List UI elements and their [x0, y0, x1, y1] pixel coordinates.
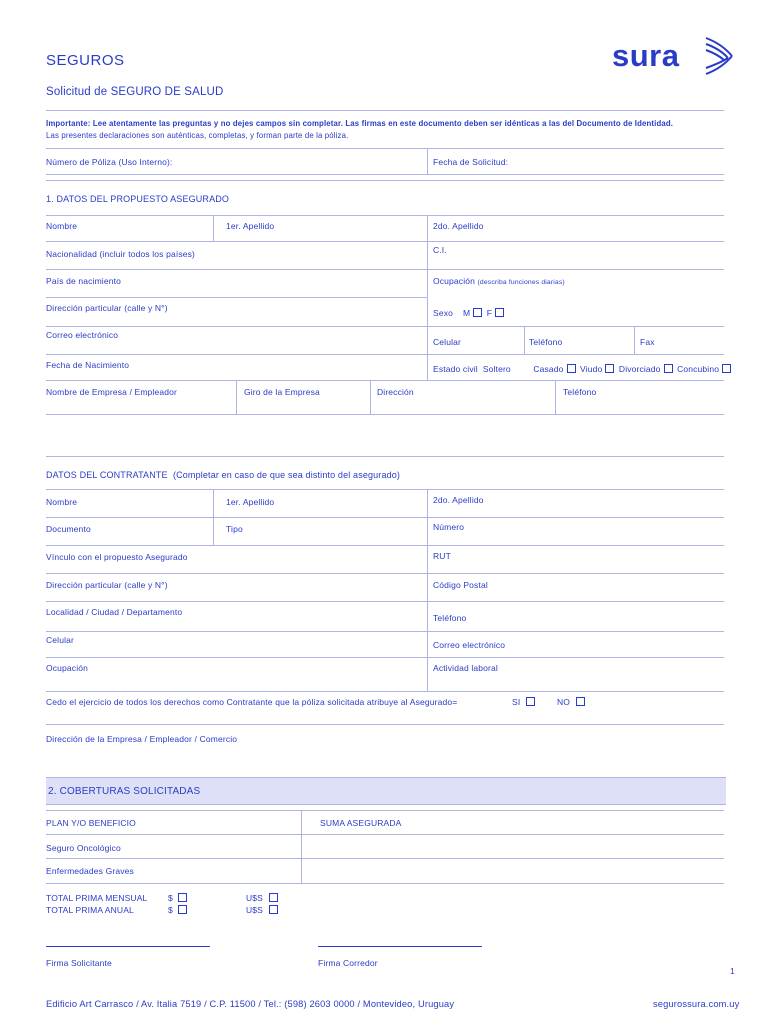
- request-date-field[interactable]: Fecha de Solicitud:: [433, 157, 509, 167]
- anual-usd-checkbox[interactable]: [269, 905, 278, 914]
- insured-fax-field[interactable]: Fax: [640, 337, 655, 347]
- contractor-apellido1-field[interactable]: 1er. Apellido: [226, 497, 275, 507]
- important-note-1: Importante: Lee atentamente las preguntas y no dejes campos sin completar. Las firmas en este documento deben ser idénticas a las del Documento de Identidad.: [46, 119, 674, 128]
- contractor-apellido2-field[interactable]: 2do. Apellido: [433, 495, 484, 505]
- contractor-numero-field[interactable]: Número: [433, 522, 465, 532]
- viudo-checkbox[interactable]: [605, 364, 614, 373]
- divider: [46, 354, 724, 355]
- divider: [46, 414, 724, 415]
- divider: [634, 326, 635, 354]
- divider: [427, 545, 428, 573]
- insured-nacionalidad-field[interactable]: Nacionalidad (incluir todos los países): [46, 249, 196, 259]
- divider: [555, 380, 556, 414]
- concubino-checkbox[interactable]: [722, 364, 731, 373]
- divider: [427, 631, 428, 657]
- divider: [213, 215, 214, 241]
- divider: [46, 810, 724, 811]
- divider: [46, 517, 724, 518]
- insured-nombre-field[interactable]: Nombre: [46, 221, 78, 231]
- contractor-actividad-field[interactable]: Actividad laboral: [433, 663, 498, 673]
- insured-pais-field[interactable]: País de nacimiento: [46, 276, 121, 286]
- oncologico-row-label: Seguro Oncológico: [46, 843, 121, 853]
- divider: [46, 883, 724, 884]
- brand-label: SEGUROS: [46, 52, 125, 69]
- insured-apellido2-field[interactable]: 2do. Apellido: [433, 221, 484, 231]
- insured-ci-field[interactable]: C.I.: [433, 245, 447, 255]
- divider: [46, 545, 724, 546]
- contractor-rut-field[interactable]: RUT: [433, 551, 451, 561]
- divider: [46, 834, 724, 835]
- divider: [46, 215, 724, 216]
- si-checkbox[interactable]: [526, 697, 535, 706]
- divider: [427, 297, 428, 327]
- contractor-documento-field[interactable]: Documento: [46, 524, 91, 534]
- divider: [427, 601, 428, 631]
- casado-checkbox[interactable]: [567, 364, 576, 373]
- insured-ocupacion-field[interactable]: Ocupación (describa funciones diarias): [433, 276, 565, 286]
- contractor-tipo-field[interactable]: Tipo: [226, 524, 243, 534]
- insured-correo-field[interactable]: Correo electrónico: [46, 330, 119, 340]
- divider: [46, 269, 724, 270]
- divider: [213, 517, 214, 545]
- divider: [427, 215, 428, 241]
- insured-emp-direccion-field[interactable]: Dirección: [377, 387, 414, 397]
- sura-logo: sura: [612, 36, 737, 78]
- divider: [427, 657, 428, 691]
- divider: [46, 326, 724, 327]
- divider: [46, 110, 724, 111]
- divider: [46, 180, 724, 181]
- divider: [427, 148, 428, 174]
- section-1-heading: 1. DATOS DEL PROPUESTO ASEGURADO: [46, 194, 230, 204]
- divider: [524, 326, 525, 354]
- cedo-derechos-label: Cedo el ejercicio de todos los derechos como Contratante que la póliza solicitada atribuye al Asegurado=: [46, 697, 458, 707]
- cedo-si-option: SI: [512, 697, 537, 707]
- sexo-m-checkbox[interactable]: [473, 308, 482, 317]
- divider: [427, 326, 428, 354]
- divider: [46, 456, 724, 457]
- divider: [46, 148, 724, 149]
- divider: [46, 297, 427, 298]
- divider: [427, 241, 428, 269]
- divider: [46, 489, 724, 490]
- prima-anual-label: TOTAL PRIMA ANUAL: [46, 905, 134, 915]
- divider: [46, 631, 724, 632]
- insured-telefono-field[interactable]: Teléfono: [529, 337, 563, 347]
- mensual-peso-checkbox[interactable]: [178, 893, 187, 902]
- contractor-postal-field[interactable]: Código Postal: [433, 580, 488, 590]
- divider: [46, 601, 724, 602]
- section-2-heading: 2. COBERTURAS SOLICITADAS: [48, 786, 201, 797]
- prima-mensual-label: TOTAL PRIMA MENSUAL: [46, 893, 148, 903]
- sexo-f-checkbox[interactable]: [495, 308, 504, 317]
- prima-anual-usd: U$S: [246, 905, 280, 915]
- prima-mensual-usd: U$S: [246, 893, 280, 903]
- insured-giro-field[interactable]: Giro de la Empresa: [244, 387, 320, 397]
- divider: [427, 354, 428, 380]
- suma-column-header: SUMA ASEGURADA: [320, 818, 402, 828]
- important-note-2: Las presentes declaraciones son auténticas, completas, y forman parte de la póliza.: [46, 131, 349, 140]
- anual-peso-checkbox[interactable]: [178, 905, 187, 914]
- insured-celular-field[interactable]: Celular: [433, 337, 461, 347]
- plan-column-header: PLAN Y/O BENEFICIO: [46, 818, 136, 828]
- prima-anual-peso: $: [168, 905, 189, 915]
- divider: [46, 724, 724, 725]
- divider: [370, 380, 371, 414]
- divider: [46, 858, 724, 859]
- page-title: Solicitud de SEGURO DE SALUD: [46, 86, 224, 98]
- contractor-ocupacion-field[interactable]: Ocupación: [46, 663, 88, 673]
- estado-civil-group: Estado civil Soltero Casado Viudo Divorciado Concubino: [433, 364, 733, 374]
- divider: [213, 489, 214, 517]
- prima-mensual-peso: $: [168, 893, 189, 903]
- contractor-direccion-field[interactable]: Dirección particular (calle y N°): [46, 580, 168, 590]
- firma-corredor-label: Firma Corredor: [318, 958, 378, 968]
- contractor-correo-field[interactable]: Correo electrónico: [433, 640, 506, 650]
- footer-website-link[interactable]: segurossura.com.uy: [653, 999, 740, 1009]
- firma-solicitante-label: Firma Solicitante: [46, 958, 112, 968]
- policy-number-field[interactable]: Número de Póliza (Uso Interno):: [46, 157, 173, 167]
- divider: [236, 380, 237, 414]
- divider: [46, 241, 724, 242]
- contractor-vinculo-field[interactable]: Vínculo con el propuesto Asegurado: [46, 552, 188, 562]
- contractor-direccion-empresa-field[interactable]: Dirección de la Empresa / Empleador / Comercio: [46, 734, 238, 744]
- insured-emp-telefono-field[interactable]: Teléfono: [563, 387, 597, 397]
- divider: [46, 174, 724, 175]
- divider: [427, 573, 428, 601]
- footer-address: Edificio Art Carrasco / Av. Italia 7519 / C.P. 11500 / Tel.: (598) 2603 0000 / Montevideo, Uruguay: [46, 999, 455, 1009]
- divider: [427, 517, 428, 545]
- contractor-nombre-field[interactable]: Nombre: [46, 497, 78, 507]
- graves-row-label: Enfermedades Graves: [46, 866, 134, 876]
- contractor-heading: DATOS DEL CONTRATANTE (Completar en caso de que sea distinto del asegurado): [46, 470, 401, 480]
- mensual-usd-checkbox[interactable]: [269, 893, 278, 902]
- divider: [46, 380, 724, 381]
- divider: [301, 810, 302, 883]
- insured-nacimiento-field[interactable]: Fecha de Nacimiento: [46, 360, 130, 370]
- insured-direccion-field[interactable]: Dirección particular (calle y N°): [46, 303, 168, 313]
- signature-line-solicitante[interactable]: [46, 946, 210, 947]
- page-number: 1: [730, 966, 735, 976]
- divider: [427, 489, 428, 517]
- contractor-telefono-field[interactable]: Teléfono: [433, 613, 467, 623]
- contractor-localidad-field[interactable]: Localidad / Ciudad / Departamento: [46, 607, 183, 617]
- divorciado-checkbox[interactable]: [664, 364, 673, 373]
- signature-line-corredor[interactable]: [318, 946, 482, 947]
- insured-sexo-field: Sexo M F: [433, 308, 506, 318]
- divider: [427, 269, 428, 297]
- cedo-no-option: NO: [557, 697, 587, 707]
- insured-empresa-field[interactable]: Nombre de Empresa / Empleador: [46, 387, 177, 397]
- contractor-celular-field[interactable]: Celular: [46, 635, 74, 645]
- sura-wing-icon: [704, 36, 736, 76]
- insured-apellido1-field[interactable]: 1er. Apellido: [226, 221, 275, 231]
- divider: [46, 573, 724, 574]
- no-checkbox[interactable]: [576, 697, 585, 706]
- divider: [46, 657, 724, 658]
- divider: [46, 691, 724, 692]
